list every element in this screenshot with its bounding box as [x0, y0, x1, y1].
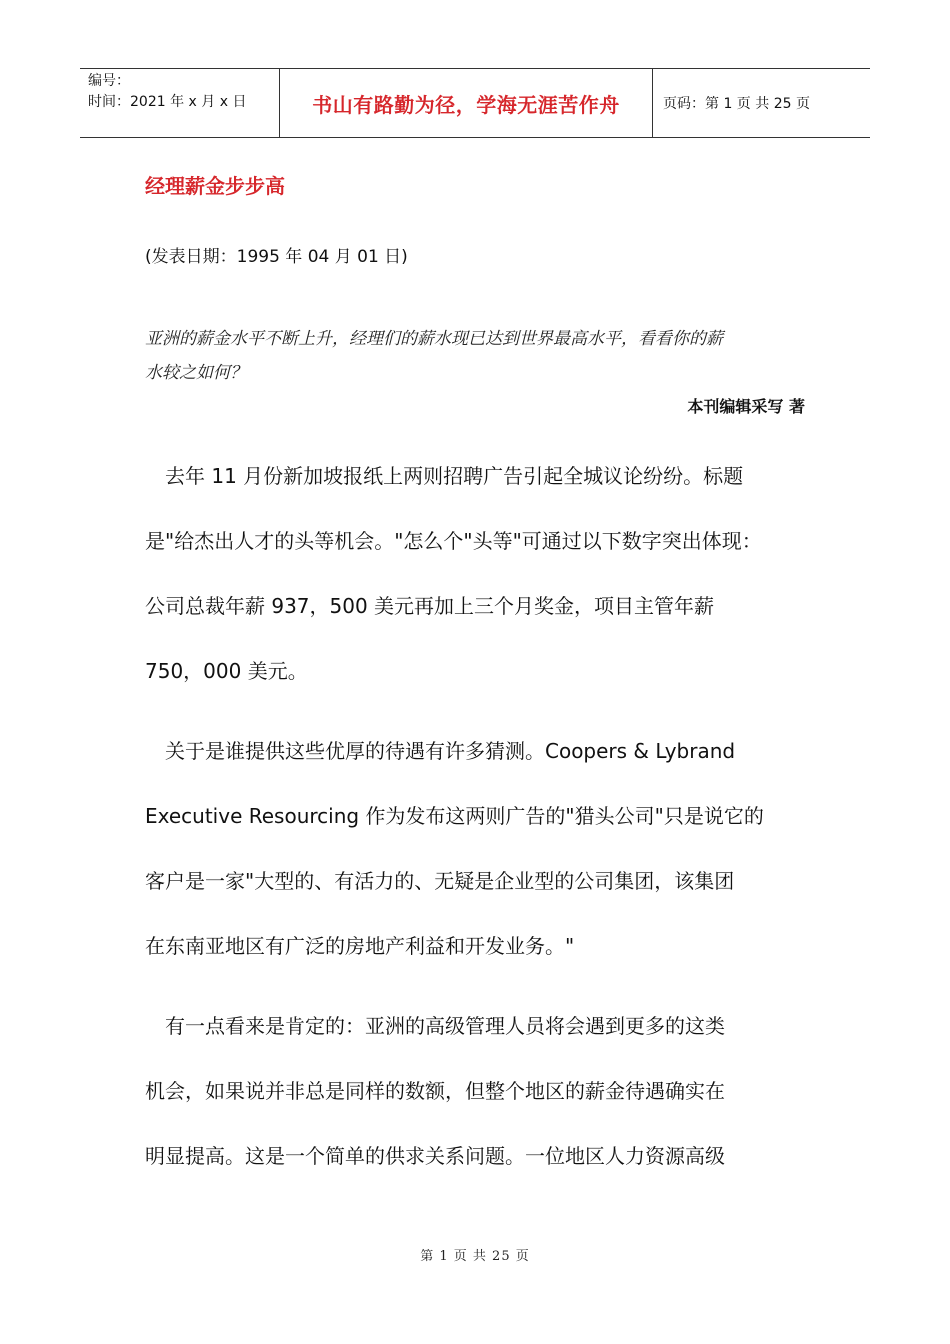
- document-header: [80, 68, 870, 138]
- paragraph-line: 是"给杰出人才的头等机会。"怎么个"头等"可通过以下数字突出体现：: [145, 529, 762, 553]
- publish-date: (发表日期：1995 年 04 月 01 日): [145, 247, 408, 267]
- paragraph-line: 在东南亚地区有广泛的房地产利益和开发业务。": [145, 934, 575, 958]
- time-label: 时间：2021 年 x 月 x 日: [88, 94, 247, 110]
- paragraph-line: 有一点看来是肯定的：亚洲的高级管理人员将会遇到更多的这类: [145, 1014, 725, 1038]
- paragraph-line: 明显提高。这是一个简单的供求关系问题。一位地区人力资源高级: [145, 1144, 725, 1168]
- paragraph-line: 客户是一家"大型的、有活力的、无疑是企业型的公司集团，该集团: [145, 869, 735, 893]
- paragraph-line: 公司总裁年薪 937，500 美元再加上三个月奖金，项目主管年薪: [145, 594, 715, 618]
- header-meta-cell: [80, 69, 280, 137]
- page-footer: 第 1 页 共 25 页: [420, 1249, 530, 1264]
- article-byline: 本刊编辑采写 著: [687, 397, 805, 416]
- header-page-info: 页码：第 1 页 共 25 页: [663, 96, 810, 112]
- body-paragraph: [145, 444, 810, 704]
- body-paragraph: [145, 719, 810, 979]
- paragraph-line: Executive Resourcing 作为发布这两则广告的"猎头公司"只是说它的: [145, 804, 764, 828]
- lead-line: 水较之如何？: [145, 363, 247, 383]
- article-lead: [145, 322, 810, 390]
- header-motto: 书山有路勤为径，学海无涯苦作舟: [280, 69, 653, 137]
- paragraph-line: 750，000 美元。: [145, 659, 308, 683]
- lead-line: 亚洲的薪金水平不断上升，经理们的薪水现已达到世界最高水平，看看你的薪: [145, 329, 723, 349]
- paragraph-line: 机会，如果说并非总是同样的数额，但整个地区的薪金待遇确实在: [145, 1079, 725, 1103]
- body-paragraph: [145, 994, 810, 1189]
- paragraph-line: 关于是谁提供这些优厚的待遇有许多猜测。Coopers & Lybrand: [145, 739, 736, 763]
- number-label: 编号：: [88, 73, 130, 89]
- article-title: 经理薪金步步高: [145, 174, 285, 198]
- paragraph-line: 去年 11 月份新加坡报纸上两则招聘广告引起全城议论纷纷。标题: [145, 464, 744, 488]
